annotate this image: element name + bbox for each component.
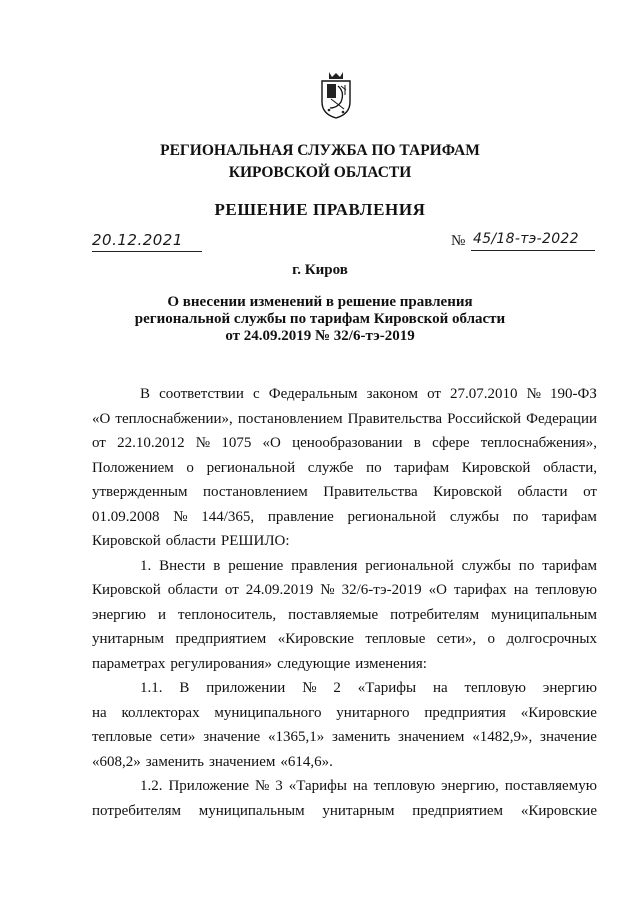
body-word: долгосрочных bbox=[506, 631, 597, 647]
body-word: 1.2. bbox=[140, 778, 163, 794]
body-word: предприятием bbox=[175, 631, 267, 647]
body-word: значение bbox=[540, 729, 597, 745]
document-date: 20.12.2021 bbox=[92, 231, 183, 249]
body-word: на bbox=[92, 704, 107, 721]
body-word: ценообразовании bbox=[292, 435, 403, 451]
body-word: от bbox=[92, 435, 106, 451]
body-word: сети», bbox=[436, 631, 477, 647]
body-word: предприятия bbox=[424, 704, 506, 721]
body-word: области bbox=[165, 533, 216, 549]
body-word: регулирования» bbox=[170, 655, 273, 672]
body-word: «О bbox=[262, 435, 281, 451]
body-line bbox=[92, 529, 597, 554]
body-word: 24.09.2019 bbox=[245, 582, 314, 598]
body-word: Положением bbox=[92, 459, 174, 476]
body-word: в bbox=[413, 435, 421, 451]
body-word: службы bbox=[461, 557, 511, 574]
body-line bbox=[92, 750, 597, 775]
body-word: «1482,9», bbox=[472, 729, 533, 745]
body-word: следующие bbox=[277, 655, 351, 672]
body-word: по bbox=[512, 508, 529, 525]
document-number: 45/18-тэ-2022 bbox=[473, 231, 579, 247]
body-word: о bbox=[186, 459, 194, 476]
body-word: правления bbox=[291, 557, 358, 574]
body-word: в bbox=[213, 557, 221, 574]
body-word: от bbox=[427, 386, 441, 402]
body-word: потребителям bbox=[390, 606, 480, 623]
body-word: тепловую bbox=[535, 582, 597, 598]
body-word: утвержденным bbox=[92, 484, 188, 500]
body-line bbox=[92, 603, 597, 628]
body-word: № bbox=[254, 778, 270, 794]
body-word: 2 bbox=[333, 680, 341, 696]
body-word: на bbox=[352, 778, 368, 794]
body-word: и bbox=[157, 606, 167, 623]
body-word: заменить bbox=[145, 753, 204, 770]
body-word: унитарным bbox=[92, 631, 165, 647]
body-word: «Кировские bbox=[520, 802, 597, 819]
body-word: В bbox=[140, 386, 151, 402]
body-word: потребителям bbox=[92, 802, 181, 819]
subject-line-2: региональной службы по тарифам Кировской области bbox=[134, 311, 506, 327]
organization-name bbox=[0, 140, 640, 184]
body-word: № bbox=[195, 435, 211, 451]
body-word: с bbox=[252, 386, 260, 402]
number-underline bbox=[471, 231, 595, 251]
body-line bbox=[92, 701, 597, 726]
body-word: «Тарифы bbox=[288, 778, 347, 794]
org-line-1: РЕГИОНАЛЬНАЯ СЛУЖБА ПО ТАРИФАМ bbox=[160, 142, 480, 159]
body-word: № bbox=[526, 386, 541, 402]
body-word: решение bbox=[228, 557, 284, 574]
body-word: постановлением bbox=[203, 484, 308, 500]
body-word: Кировской bbox=[92, 582, 161, 598]
body-word: «608,2» bbox=[92, 753, 141, 770]
body-word: «Кировские bbox=[277, 631, 354, 647]
body-line bbox=[92, 456, 597, 481]
body-word: 1075 bbox=[221, 435, 252, 451]
body-word: 144/365, bbox=[201, 508, 255, 525]
body-word: службы bbox=[449, 508, 500, 525]
body-word: региональной bbox=[347, 508, 437, 525]
document-number-field bbox=[451, 231, 597, 251]
body-line bbox=[92, 382, 597, 407]
body-word: о bbox=[487, 631, 496, 647]
document-subject bbox=[0, 294, 640, 345]
body-word: на bbox=[432, 680, 448, 696]
body-word: сфере bbox=[432, 435, 470, 451]
body-word: предприятием bbox=[412, 802, 504, 819]
body-word: «614,6». bbox=[280, 753, 333, 770]
body-line bbox=[92, 431, 597, 456]
body-word: Кировской bbox=[461, 459, 531, 476]
body-line bbox=[92, 505, 597, 530]
body-word: тепловые bbox=[92, 729, 153, 745]
body-word: законом bbox=[366, 386, 418, 402]
body-word: тепловую bbox=[373, 778, 436, 794]
body-word: параметрах bbox=[92, 655, 166, 672]
body-line bbox=[92, 774, 597, 799]
body-word: тарифам bbox=[394, 459, 450, 476]
body-word: тепловые bbox=[365, 631, 426, 647]
body-word: 27.07.2010 bbox=[450, 386, 518, 402]
body-word: Правительства bbox=[347, 410, 443, 427]
body-word: энергию bbox=[542, 680, 597, 696]
body-word: 3 bbox=[275, 778, 283, 794]
body-word: правление bbox=[267, 508, 334, 525]
body-word: сети» bbox=[159, 729, 196, 745]
body-word: по bbox=[366, 459, 382, 476]
body-word: тарифах bbox=[453, 582, 507, 598]
body-line bbox=[92, 554, 597, 579]
body-line bbox=[92, 725, 597, 750]
body-word: «О bbox=[92, 410, 111, 427]
body-word: 190-ФЗ bbox=[550, 386, 597, 402]
body-word: унитарного bbox=[336, 704, 410, 721]
city-name: г. Киров bbox=[292, 262, 348, 278]
body-word: муниципальным bbox=[198, 802, 305, 819]
body-word: региональной bbox=[206, 459, 296, 476]
body-word: унитарным bbox=[322, 802, 395, 819]
body-word: «1365,1» bbox=[267, 729, 325, 745]
body-word: изменения: bbox=[355, 655, 427, 672]
body-word: тарифам bbox=[542, 508, 597, 525]
coat-of-arms-icon bbox=[319, 68, 353, 120]
body-word: РЕШИЛО: bbox=[220, 533, 290, 549]
body-word: Российской bbox=[447, 410, 522, 427]
body-word: коллекторах bbox=[121, 704, 200, 721]
body-line bbox=[92, 578, 597, 603]
body-line bbox=[92, 627, 597, 652]
body-word: 1.1. bbox=[140, 680, 163, 696]
body-word: 1. bbox=[140, 557, 152, 574]
body-word: значением bbox=[398, 729, 465, 745]
body-word: 01.09.2008 bbox=[92, 508, 160, 525]
body-word: Федерации bbox=[526, 410, 597, 427]
body-word: Федеральным bbox=[268, 386, 358, 402]
body-word: муниципальным bbox=[491, 606, 597, 623]
body-word: теплоснабжения», bbox=[480, 435, 597, 451]
org-line-2: КИРОВСКОЙ ОБЛАСТИ bbox=[228, 164, 412, 181]
body-word: приложении bbox=[206, 680, 286, 696]
body-word: постановлением bbox=[237, 410, 343, 427]
document-body bbox=[92, 382, 597, 823]
number-sign: № bbox=[451, 233, 466, 249]
body-word: по bbox=[518, 557, 535, 574]
body-word: тепловую bbox=[464, 680, 527, 696]
body-word: «Тарифы bbox=[357, 680, 417, 696]
body-word: поставляемую bbox=[504, 778, 597, 794]
body-word: № bbox=[320, 582, 335, 598]
body-word: энергию bbox=[92, 606, 147, 623]
body-word: Кировской bbox=[92, 533, 161, 549]
body-word: Внести bbox=[159, 557, 206, 574]
body-word: «Кировские bbox=[520, 704, 597, 721]
body-word: заменить bbox=[332, 729, 391, 745]
body-word: 32/6-тэ-2019 bbox=[341, 582, 422, 598]
subject-line-3: от 24.09.2019 № 32/6-тэ-2019 bbox=[225, 328, 415, 344]
body-word: № bbox=[173, 508, 188, 525]
body-line bbox=[92, 480, 597, 505]
body-word: региональной bbox=[365, 557, 454, 574]
body-word: тарифам bbox=[542, 557, 597, 574]
body-line bbox=[92, 652, 597, 677]
body-word: на bbox=[513, 582, 529, 598]
body-word: области bbox=[517, 484, 568, 500]
body-word: значение bbox=[203, 729, 261, 745]
document-date-field bbox=[92, 231, 202, 252]
document-type: РЕШЕНИЕ ПРАВЛЕНИЯ bbox=[214, 200, 426, 219]
body-word: Правительства bbox=[323, 484, 418, 500]
body-word: муниципального bbox=[214, 704, 322, 721]
body-word: области, bbox=[543, 459, 597, 476]
body-word: энергию, bbox=[441, 778, 499, 794]
body-word: «О bbox=[428, 582, 447, 598]
body-word: значением bbox=[208, 753, 276, 770]
body-word: Приложение bbox=[168, 778, 249, 794]
body-word: 22.10.2012 bbox=[117, 435, 185, 451]
body-word: поставляемые bbox=[288, 606, 379, 623]
body-line bbox=[92, 676, 597, 701]
body-word: области bbox=[167, 582, 218, 598]
subject-line-1: О внесении изменений в решение правления bbox=[167, 294, 473, 310]
body-word: теплоноситель, bbox=[177, 606, 277, 623]
body-line bbox=[92, 799, 597, 824]
body-word: от bbox=[583, 484, 597, 500]
body-word: В bbox=[179, 680, 190, 696]
body-line bbox=[92, 407, 597, 432]
body-word: № bbox=[302, 680, 317, 696]
body-word: службе bbox=[307, 459, 354, 476]
body-word: теплоснабжении», bbox=[115, 410, 233, 427]
body-word: от bbox=[224, 582, 239, 598]
body-word: соответствии bbox=[159, 386, 244, 402]
body-word: Кировской bbox=[433, 484, 502, 500]
